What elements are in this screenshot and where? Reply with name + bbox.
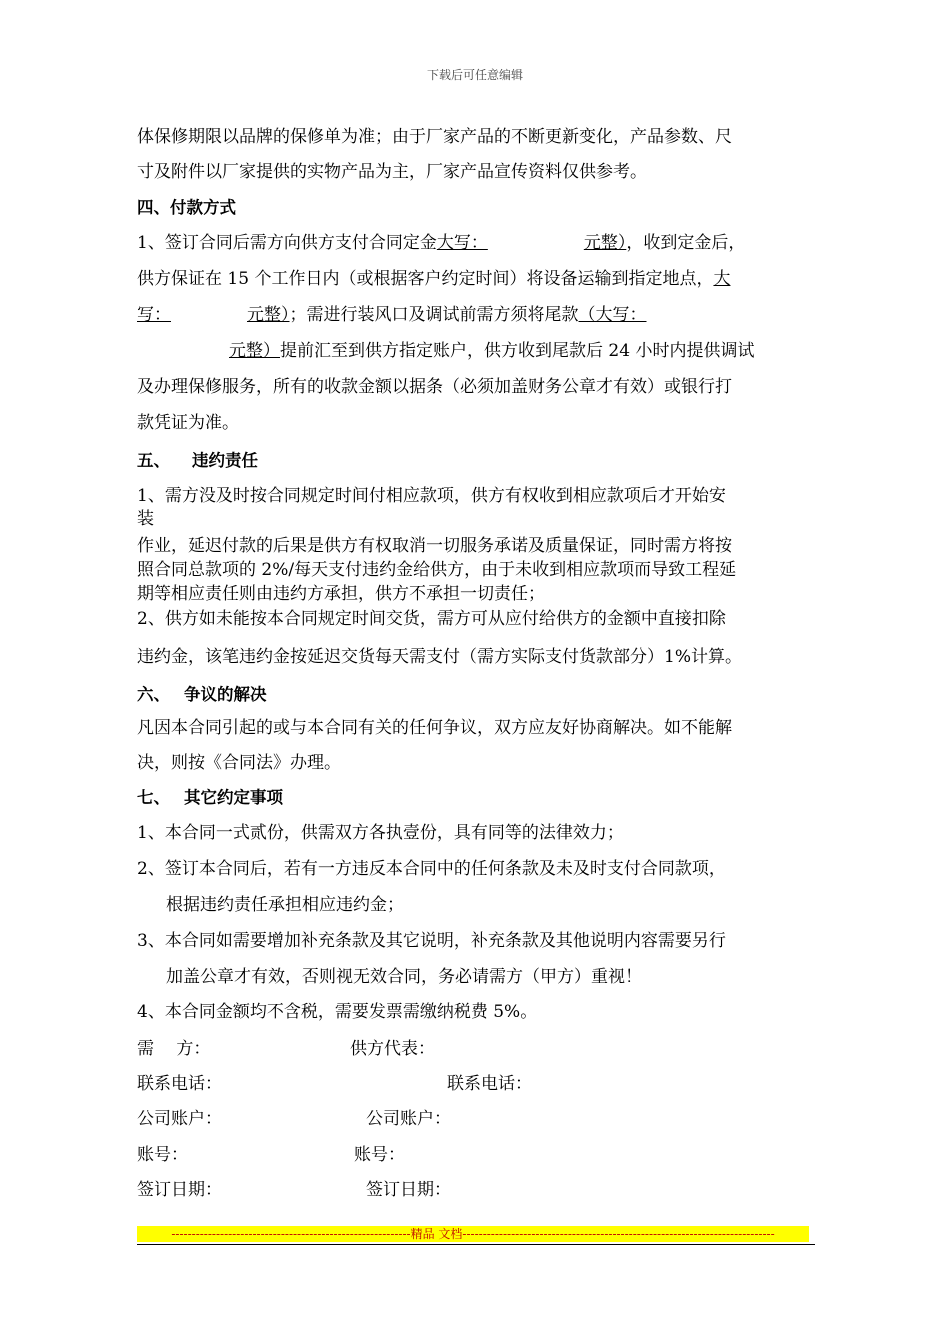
- other-terms-line: 2、签订本合同后，若有一方违反本合同中的任何条款及未及时支付合同款项，: [137, 859, 726, 879]
- breach-line: 违约金，该笔违约金按延迟交货每天需支付（需方实际支付货款部分）1%计算。: [137, 647, 742, 667]
- section-heading-breach: 五、 违约责任: [137, 451, 258, 470]
- breach-line: 期等相应责任则由违约方承担，供方不承担一切责任；: [137, 584, 545, 604]
- paragraph-line: 寸及附件以厂家提供的实物产品为主，厂家产品宣传资料仅供参考。: [137, 162, 647, 182]
- payment-line-6: 款凭证为准。: [137, 413, 239, 433]
- footer-rule: [137, 1244, 815, 1245]
- amount-blank: 写： 元整）: [137, 305, 290, 325]
- buyer-account-label: 公司账户：: [137, 1109, 222, 1129]
- breach-line: 照合同总款项的 2%/每天支付违约金给供方，由于未收到相应款项而导致工程延: [137, 560, 737, 580]
- text-run: 供方保证在 15 个工作日内（或根据客户约定时间）将设备运输到指定地点，: [137, 269, 714, 289]
- footer-banner: [137, 1226, 809, 1242]
- text-run: ；需进行装风口及调试前需方须将尾款: [289, 305, 579, 325]
- breach-line: 2、供方如未能按本合同规定时间交货，需方可从应付给供方的金额中直接扣除: [137, 609, 726, 629]
- dispute-line: 凡因本合同引起的或与本合同有关的任何争议，双方应友好协商解决。如不能解: [137, 718, 732, 738]
- balance-amount-blank: （大写：: [578, 305, 647, 325]
- other-terms-line: 根据违约责任承担相应违约金；: [166, 895, 404, 915]
- deposit-amount-blank: 大写： 元整）: [436, 233, 627, 253]
- other-terms-line: 加盖公章才有效，否则视无效合同，务必请需方（甲方）重视！: [166, 967, 642, 987]
- footer-dashes: -----------------------------------------------------------------------------: [462, 1227, 775, 1241]
- payment-line-1: [137, 232, 745, 254]
- supplier-account-label: 公司账户：: [366, 1109, 451, 1129]
- amount-blank: 元整）: [229, 341, 280, 361]
- footer-label: 精品 文档: [410, 1227, 463, 1241]
- underlined-text: 大: [713, 269, 731, 289]
- other-terms-line: 1、本合同一式贰份，供需双方各执壹份，具有同等的法律效力；: [137, 823, 624, 843]
- payment-line-5: 及办理保修服务，所有的收款金额以据条（必须加盖财务公章才有效）或银行打: [137, 377, 732, 397]
- supplier-date-label: 签订日期：: [366, 1180, 451, 1200]
- payment-line-2: [137, 268, 730, 290]
- buyer-date-label: 签订日期：: [137, 1180, 222, 1200]
- text-run: ，收到定金后，: [626, 233, 746, 253]
- payment-line-4: [137, 340, 754, 362]
- other-terms-line: 3、本合同如需要增加补充条款及其它说明，补充条款及其他说明内容需要另行: [137, 931, 726, 951]
- supplier-rep-label: 供方代表：: [350, 1039, 435, 1059]
- dispute-line: 决，则按《合同法》办理。: [137, 753, 341, 773]
- supplier-phone-label: 联系电话：: [447, 1074, 532, 1094]
- paragraph-line: 体保修期限以品牌的保修单为准；由于厂家产品的不断更新变化，产品参数、尺: [137, 127, 732, 147]
- other-terms-line: 4、本合同金额均不含税，需要发票需缴纳税费 5%。: [137, 1002, 538, 1022]
- footer-dashes: -----------------------------------------------------------: [171, 1227, 411, 1241]
- buyer-label: 需 方：: [137, 1039, 211, 1059]
- section-heading-payment: 四、付款方式: [137, 198, 236, 217]
- page-header: 下载后可任意编辑: [426, 68, 523, 82]
- payment-line-3: [137, 304, 653, 326]
- supplier-account-number-label: 账号：: [354, 1145, 405, 1165]
- text-run: 1、签订合同后需方向供方支付合同定金: [137, 233, 437, 253]
- buyer-account-number-label: 账号：: [137, 1145, 188, 1165]
- breach-line: 1、需方没及时按合同规定时间付相应款项，供方有权收到相应款项后才开始安: [137, 486, 726, 506]
- breach-line: 作业，延迟付款的后果是供方有权取消一切服务承诺及质量保证，同时需方将按: [137, 536, 732, 556]
- text-run: 提前汇至到供方指定账户，供方收到尾款后 24 小时内提供调试: [280, 341, 755, 361]
- section-heading-dispute: 六、 争议的解决: [137, 685, 267, 704]
- breach-line: 装: [137, 509, 154, 529]
- section-heading-other: 七、 其它约定事项: [137, 788, 283, 807]
- buyer-phone-label: 联系电话：: [137, 1074, 222, 1094]
